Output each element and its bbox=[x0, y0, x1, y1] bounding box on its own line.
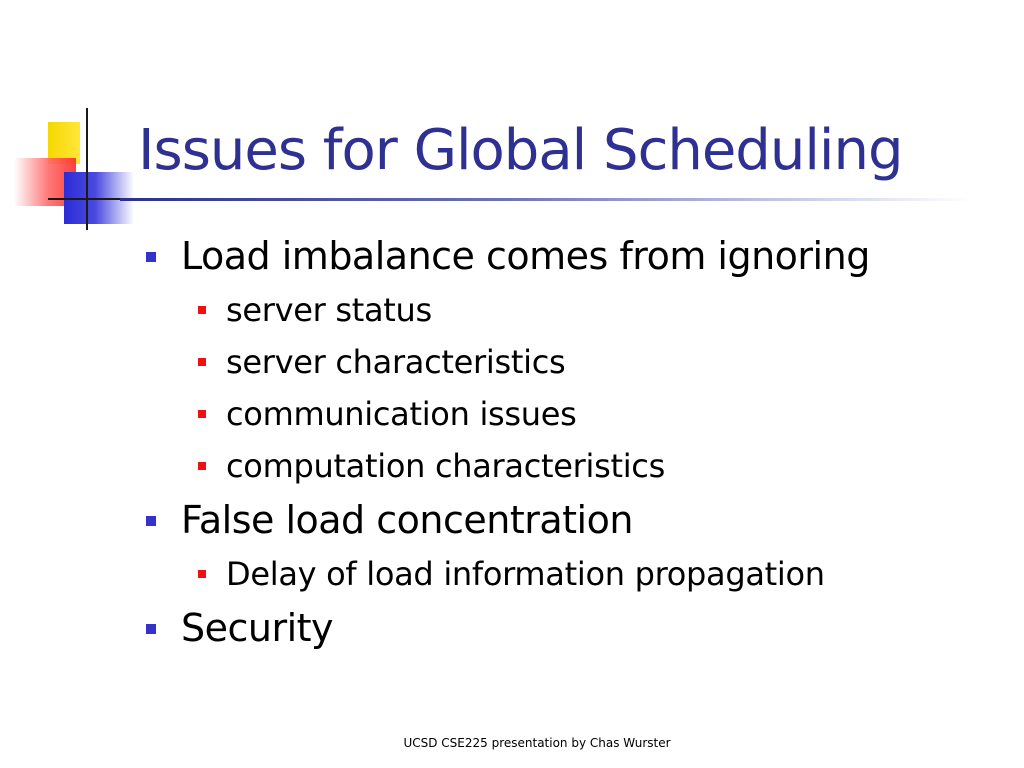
sub-bullet-text: computation characteristics bbox=[226, 447, 665, 485]
decorative-logo bbox=[0, 100, 150, 240]
bullet-square-icon bbox=[146, 516, 156, 526]
bullet-square-icon bbox=[146, 252, 156, 262]
sub-bullet-group bbox=[146, 548, 1006, 600]
sub-bullet-item bbox=[146, 284, 1006, 336]
sub-bullet-square-icon bbox=[198, 462, 206, 470]
bullet-text: Security bbox=[181, 606, 334, 650]
sub-bullet-square-icon bbox=[198, 410, 206, 418]
sub-bullet-item bbox=[146, 548, 1006, 600]
bullet-text: Load imbalance comes from ignoring bbox=[181, 234, 870, 278]
sub-bullet-item bbox=[146, 336, 1006, 388]
sub-bullet-text: communication issues bbox=[226, 395, 577, 433]
bullet-item bbox=[146, 600, 1006, 656]
title-underline bbox=[120, 198, 970, 201]
sub-bullet-item bbox=[146, 388, 1006, 440]
logo-horizontal-line bbox=[48, 198, 128, 200]
sub-bullet-square-icon bbox=[198, 358, 206, 366]
logo-vertical-line bbox=[86, 108, 88, 230]
bullet-item bbox=[146, 228, 1006, 284]
slide-footer: UCSD CSE225 presentation by Chas Wurster bbox=[403, 736, 671, 750]
sub-bullet-square-icon bbox=[198, 306, 206, 314]
bullet-square-icon bbox=[146, 624, 156, 634]
sub-bullet-list bbox=[146, 284, 1006, 492]
sub-bullet-item bbox=[146, 440, 1006, 492]
sub-bullet-text: server characteristics bbox=[226, 343, 566, 381]
bullet-item bbox=[146, 492, 1006, 548]
slide-title: Issues for Global Scheduling bbox=[138, 118, 903, 183]
sub-bullet-text: Delay of load information propagation bbox=[226, 555, 825, 593]
sub-bullet-group bbox=[146, 284, 1006, 492]
sub-bullet-text: server status bbox=[226, 291, 432, 329]
sub-bullet-square-icon bbox=[198, 570, 206, 578]
bullet-list bbox=[146, 228, 1006, 656]
sub-bullet-list bbox=[146, 548, 1006, 600]
bullet-text: False load concentration bbox=[181, 498, 633, 542]
